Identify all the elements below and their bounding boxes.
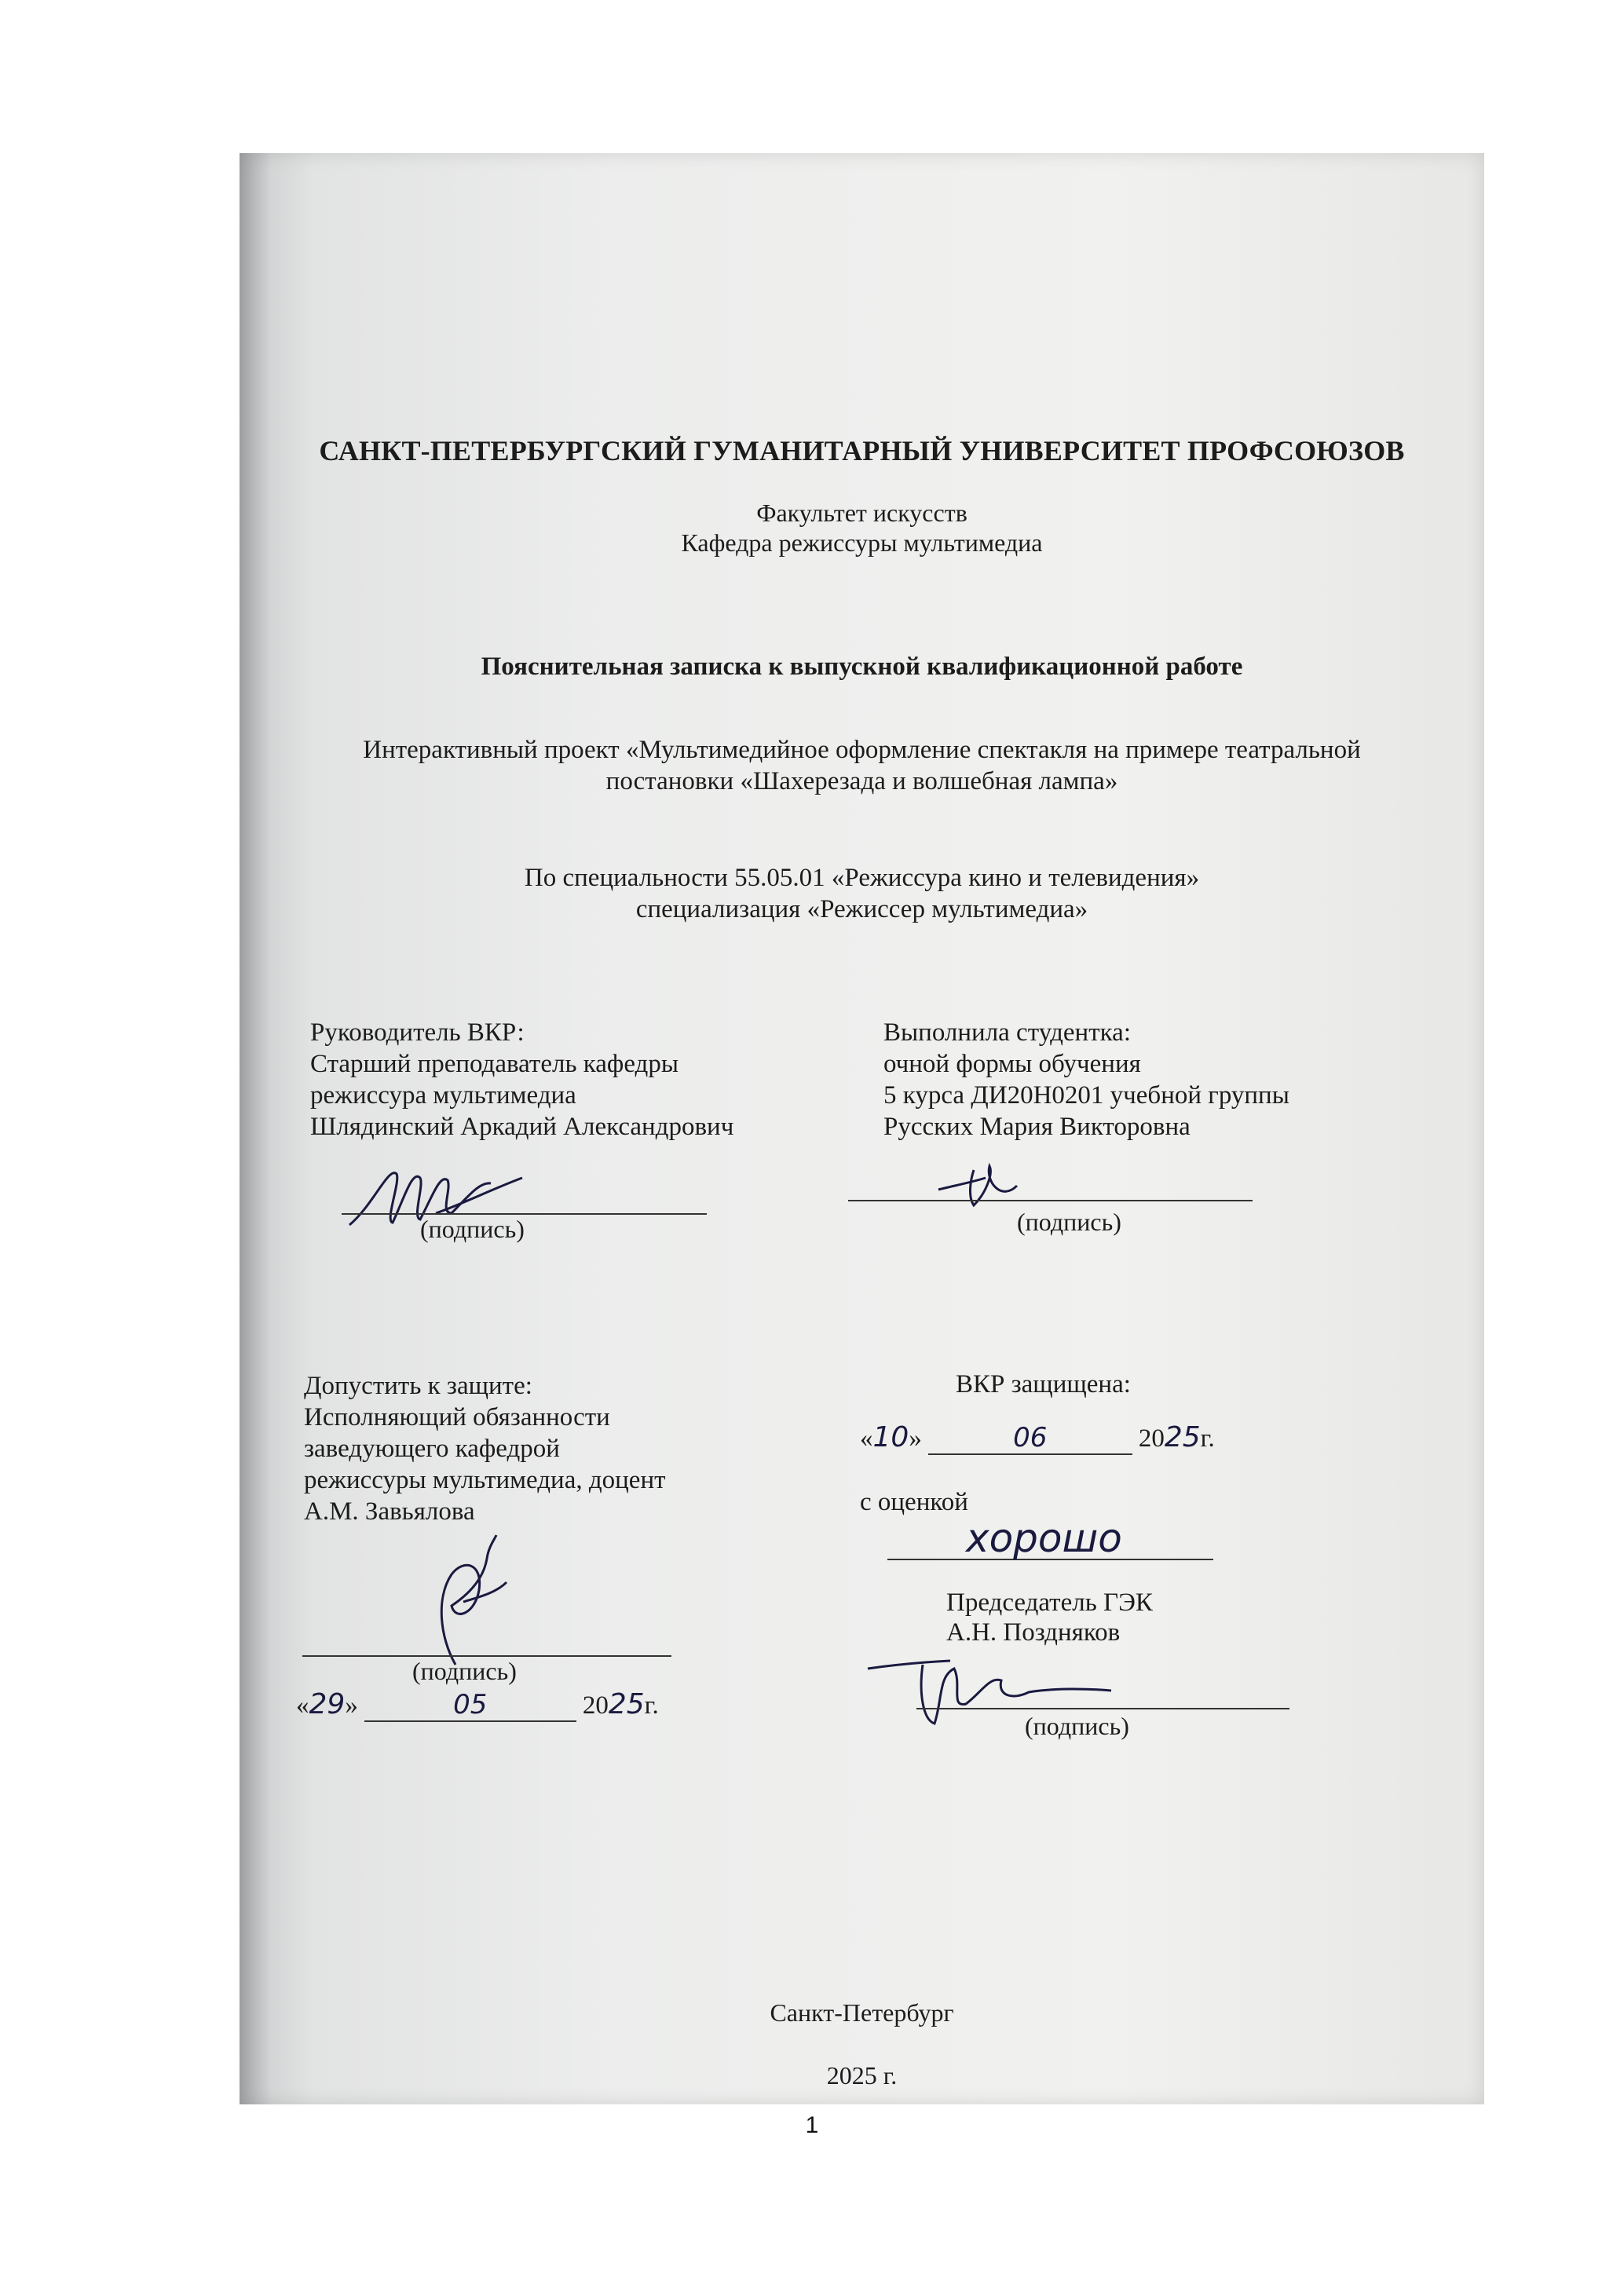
student-study-form: очной формы обучения [883,1050,1141,1078]
admission-date: «29» 05 2025г. [296,1688,659,1720]
supervisor-position: Старший преподаватель кафедры [310,1050,678,1078]
admission-role-line1: Исполняющий обязанности [304,1403,610,1431]
admission-signature-label: (подпись) [412,1657,517,1685]
student-name: Русских Мария Викторовна [883,1113,1191,1141]
university-name: САНКТ-ПЕТЕРБУРГСКИЙ ГУМАНИТАРНЫЙ УНИВЕРСИТЕТ ПРОФСОЮЗОВ [319,435,1405,466]
admission-date-day: 29 [309,1688,346,1720]
supervisor-block [310,1017,733,1143]
supervisor-heading: Руководитель ВКР: [310,1018,525,1047]
defense-grade: хорошо [966,1515,1122,1561]
admission-date-year: 25 [608,1688,645,1720]
gek-chair-title: Председатель ГЭК [946,1589,1153,1617]
scanned-page [240,153,1484,2104]
admission-role-line2: заведующего кафедрой [304,1435,560,1463]
student-block [883,1017,1289,1143]
footer-city: Санкт-Петербург [770,1998,954,2027]
admission-role-line3: режиссуры мультимедиа, доцент [304,1466,666,1494]
specialty-line1: По специальности 55.05.01 «Режиссура кино и телевидения» [524,864,1200,892]
faculty-name: Факультет искусств [756,499,967,527]
project-title-line2: постановки «Шахерезада и волшебная лампа» [605,767,1118,795]
document-title: Пояснительная записка к выпускной квалификационной работе [481,653,1243,681]
specialty-line2: специализация «Режиссер мультимедиа» [635,895,1088,923]
supervisor-department: режиссура мультимедиа [310,1081,576,1110]
admission-date-month: 05 [453,1689,488,1720]
project-title-line1: Интерактивный проект «Мультимедийное оформление спектакля на примере театральной [363,736,1361,764]
defense-date-month-field [928,1422,1132,1455]
department-name: Кафедра режиссуры мультимедиа [681,528,1043,557]
student-group: 5 курса ДИ20Н0201 учебной группы [883,1081,1289,1110]
supervisor-name: Шлядинский Аркадий Александрович [310,1113,734,1141]
defense-date-month: 06 [1013,1422,1048,1453]
admission-signature-icon [408,1527,518,1669]
page-number: 1 [805,2112,819,2138]
defense-date-year: 25 [1164,1421,1201,1453]
supervisor-signature-label: (подпись) [420,1215,525,1243]
student-signature-label: (подпись) [1017,1208,1121,1236]
admission-block [304,1370,666,1527]
student-signature-line [848,1200,1253,1201]
footer-year: 2025 г. [826,2061,898,2089]
defense-heading: ВКР защищена: [956,1370,1131,1398]
admission-date-month-field [364,1689,576,1722]
defense-grade-label: с оценкой [860,1488,968,1516]
admission-name: А.М. Завьялова [304,1497,475,1526]
student-heading: Выполнила студентка: [883,1018,1131,1047]
gek-chair-signature-label: (подпись) [1025,1712,1129,1740]
defense-date: «10» 06 2025г. [860,1421,1215,1453]
gek-chair-signature-line [916,1708,1289,1709]
defense-date-day: 10 [872,1421,909,1453]
admission-heading: Допустить к защите: [304,1372,532,1400]
gek-chair-name: А.Н. Поздняков [946,1618,1121,1647]
